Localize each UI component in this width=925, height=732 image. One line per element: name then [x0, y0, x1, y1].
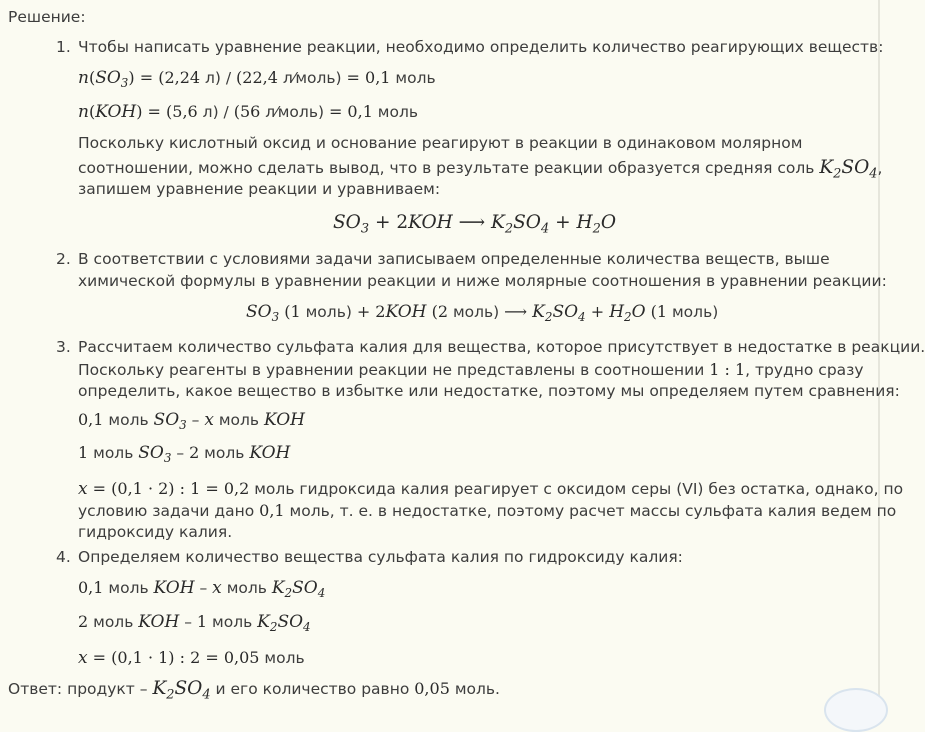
mole-equation: $SO_3$ (1 моль) + 2KOH (2 моль) ⟶ $K_2SO_4 + H_2O$ (1 моль) — [246, 302, 719, 325]
solution-header: Решение: — [8, 8, 86, 26]
step-3-compare-2: 1 моль $SO_3 - 2$ моль KOH — [78, 443, 291, 466]
step-4-result: x = (0,1 · 1) : 2 = 0,05 моль — [78, 648, 305, 668]
step-4-number: 4. — [56, 548, 71, 566]
step-4-text: Определяем количество вещества сульфата калия по гидроксиду калия: — [78, 548, 683, 566]
step-3-result-line2: условию задачи дано 0,1 моль, т. е. в недостатке, поэтому расчет массы сульфата калия ведем по — [78, 501, 897, 520]
step-3-line1: Рассчитаем количество сульфата калия для вещества, которое присутствует в недостатке в реакции. — [78, 338, 925, 356]
step-1-number: 1. — [56, 38, 71, 56]
step-2-number: 2. — [56, 250, 71, 268]
step-3-number: 3. — [56, 338, 71, 356]
step-2-line1: В соответствии с условиями задачи записываем определенные количества веществ, выше — [78, 250, 830, 268]
step-2-line2: химической формулы в уравнении реакции и ниже молярные соотношения в уравнении реакции: — [78, 272, 887, 290]
step-4-compare-1: 0,1 моль KOH – x моль $K_2SO_4$ — [78, 578, 326, 601]
step-3-result-line1: x = (0,1 · 2) : 1 = 0,2 моль гидроксида калия реагирует с оксидом серы (VI) без остатка, однако, по — [78, 479, 904, 499]
step-1-para-line3: запишем уравнение реакции и уравниваем: — [78, 180, 441, 198]
step-1-text: Чтобы написать уравнение реакции, необходимо определить количество реагирующих веществ: — [78, 38, 884, 56]
step-3-line3: определить, какое вещество в избытке или недостатке, поэтому мы определяем путем сравнения: — [78, 382, 900, 400]
calc-koh: n(KOH) = (5,6 л) / (56 л⁄моль) = 0,1 моль — [78, 102, 419, 122]
step-1-para-line2: соотношении, можно сделать вывод, что в результате реакции образуется средняя соль $K_2SO_4$, — [78, 157, 883, 182]
calc-so3: $n(SO_3) = (2,24$ л) / (22,4 л⁄моль) = 0,1 моль — [78, 68, 436, 91]
step-3-result-line3: гидроксиду калия. — [78, 523, 233, 541]
answer-line: Ответ: продукт – $K_2SO_4$ и его количество равно 0,05 моль. — [8, 678, 500, 703]
step-3-compare-1: 0,1 моль $SO_3$ – x моль KOH — [78, 410, 306, 433]
step-3-line2: Поскольку реагенты в уравнении реакции не представлены в соотношении 1 : 1, трудно сразу — [78, 360, 864, 379]
step-4-compare-2: 2 моль KOH – 1 моль $K_2SO_4$ — [78, 612, 311, 635]
reaction-equation: $SO_3 + 2KOH$ ⟶ $K_2SO_4 + H_2O$ — [333, 212, 616, 237]
chat-bubble-icon[interactable] — [824, 688, 888, 732]
step-1-para-line1: Поскольку кислотный оксид и основание реагируют в реакции в одинаковом молярном — [78, 134, 803, 152]
